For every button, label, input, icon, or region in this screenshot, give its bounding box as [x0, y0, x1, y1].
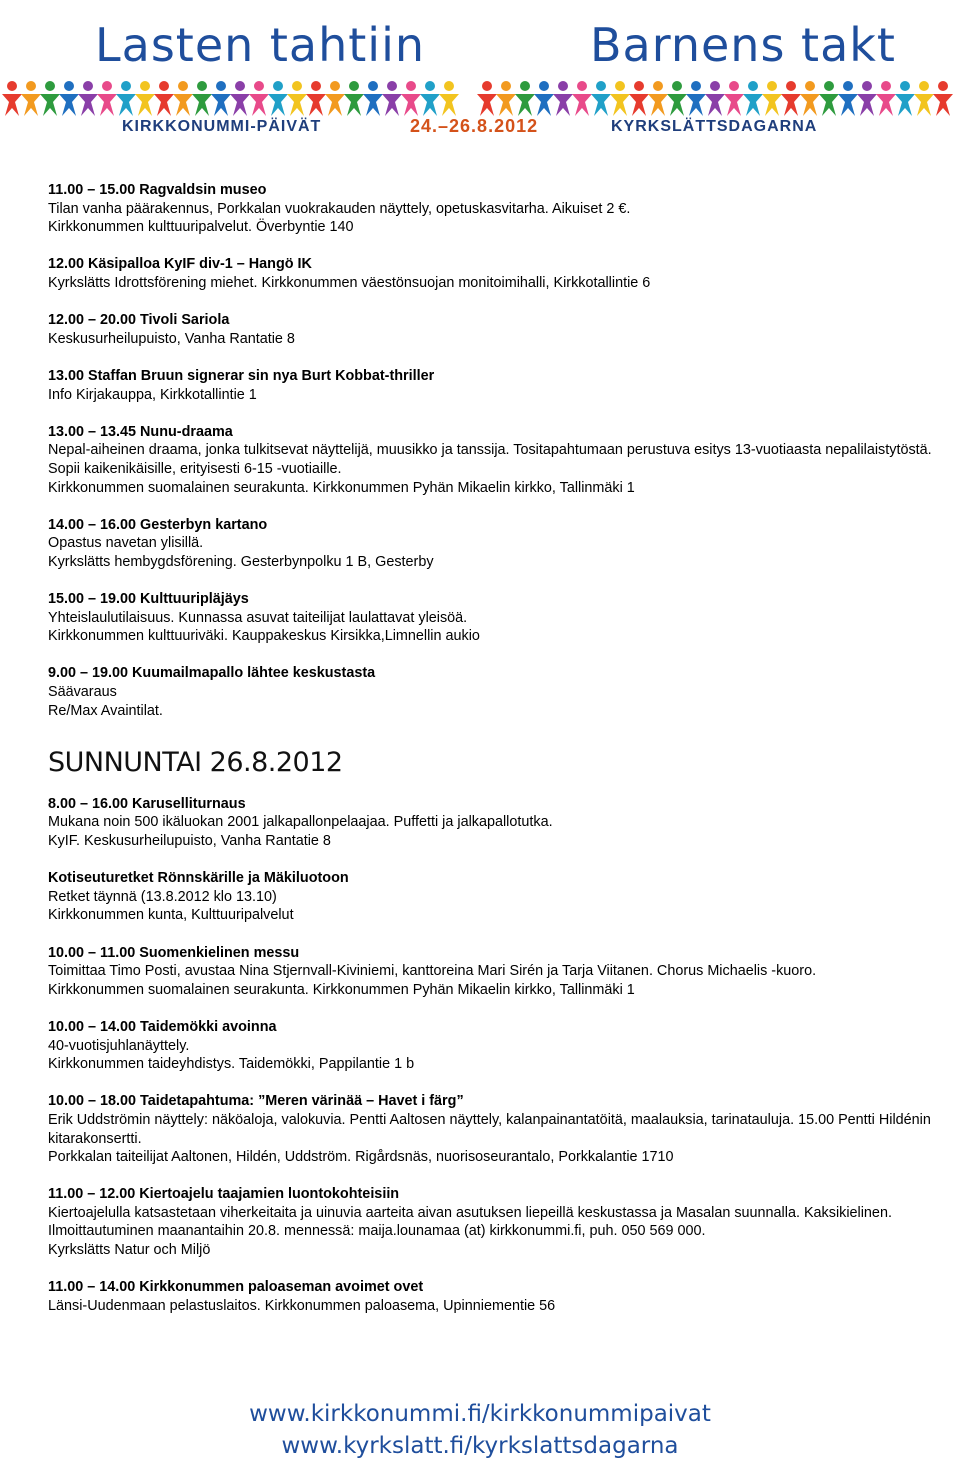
person-figure-body	[800, 94, 820, 116]
person-figure-head	[330, 81, 340, 91]
person-figure-body	[724, 94, 744, 116]
person-figure-head	[425, 81, 435, 91]
person-figure-body	[306, 94, 326, 116]
person-figure-body	[686, 94, 706, 116]
event-item	[48, 181, 938, 237]
event-title: 11.00 – 12.00 Kiertoajelu taajamien luontokohteisiin	[48, 1186, 400, 1203]
person-figure-body	[819, 94, 839, 116]
footer-links	[0, 1398, 960, 1462]
person-figure-body	[553, 94, 573, 116]
person-figure-head	[254, 81, 264, 91]
person-figure-head	[520, 81, 530, 91]
event-title: 9.00 – 19.00 Kuumailmapallo lähtee keskustasta	[48, 665, 376, 682]
person-figure-body	[667, 94, 687, 116]
person-figure-head	[406, 81, 416, 91]
person-figure-head	[824, 81, 834, 91]
event-item	[48, 1278, 938, 1315]
person-figure-head	[539, 81, 549, 91]
event-title: 15.00 – 19.00 Kulttuuripläjäys	[48, 591, 249, 608]
person-figure-body	[249, 94, 269, 116]
person-figure-head	[767, 81, 777, 91]
person-figure-body	[59, 94, 79, 116]
person-figure-head	[615, 81, 625, 91]
event-dates: 24.–26.8.2012	[410, 116, 539, 136]
person-figure-head	[102, 81, 112, 91]
event-detail: Nepal-aiheinen draama, jonka tulkitsevat näyttelijä, muusikko ja tanssija. Tositapahtumaan perustuva esitys 13-vuotiaasta nepalilaistytöstä. Sopii kaikenikäisille, erityisesti 6-15 -vuotiaille.	[48, 442, 932, 477]
event-title: 13.00 – 13.45 Nunu-draama	[48, 423, 233, 440]
event-detail: Tilan vanha päärakennus, Porkkalan vuokrakauden näyttely, opetuskasvitarha. Aikuiset 2 €.	[48, 200, 631, 217]
person-figure-head	[197, 81, 207, 91]
person-figure-head	[216, 81, 226, 91]
person-figure-body	[762, 94, 782, 116]
person-figure-body	[705, 94, 725, 116]
event-detail: Kyrkslätts Idrottsförening miehet. Kirkkonummen väestönsuojan monitoimihalli, Kirkkotallintie 6	[48, 274, 651, 291]
person-figure-body	[420, 94, 440, 116]
person-figure-head	[235, 81, 245, 91]
person-figure-body	[173, 94, 193, 116]
event-detail: Kyrkslätts Natur och Miljö	[48, 1242, 211, 1259]
person-figure-head	[387, 81, 397, 91]
event-item	[48, 1018, 938, 1074]
event-detail: Länsi-Uudenmaan pelastuslaitos. Kirkkonummen paloasema, Upinniementie 56	[48, 1297, 556, 1314]
person-figure-head	[311, 81, 321, 91]
event-title: 10.00 – 11.00 Suomenkielinen messu	[48, 944, 300, 961]
person-figure-head	[159, 81, 169, 91]
event-item	[48, 869, 938, 925]
person-figure-head	[64, 81, 74, 91]
event-detail: Kyrkslätts hembygdsförening. Gesterbynpolku 1 B, Gesterby	[48, 553, 434, 570]
sunday-heading: SUNNUNTAI 26.8.2012	[48, 747, 343, 779]
person-figure-body	[154, 94, 174, 116]
event-detail: Mukana noin 500 ikäluokan 2001 jalkapallonpelaajaa. Puffetti ja jalkapallotutka.	[48, 814, 553, 831]
event-title: 10.00 – 14.00 Taidemökki avoinna	[48, 1018, 277, 1035]
event-detail: KyIF. Keskusurheilupuisto, Vanha Rantatie 8	[48, 833, 331, 849]
person-figure-body	[135, 94, 155, 116]
person-figure-body	[401, 94, 421, 116]
event-detail: Kirkkonummen kunta, Kulttuuripalvelut	[48, 907, 294, 924]
event-item	[48, 664, 938, 720]
person-figure-head	[691, 81, 701, 91]
person-figure-body	[610, 94, 630, 116]
person-figure-body	[591, 94, 611, 116]
person-figure-head	[862, 81, 872, 91]
event-detail: Kirkkonummen taideyhdistys. Taidemökki, Pappilantie 1 b	[48, 1056, 415, 1073]
event-item	[48, 516, 938, 572]
person-figure-body	[21, 94, 41, 116]
person-figure-body	[325, 94, 345, 116]
person-figure-head	[805, 81, 815, 91]
sunday-events	[48, 795, 938, 1316]
event-item	[48, 795, 938, 851]
event-detail: Erik Uddströmin näyttely: näköaloja, valokuvia. Pentti Aaltosen näyttely, kalanpainantatöitä, maalauksia, tarinatauluja. 15.00 Pentti Hildénin kitarakonsertti.	[48, 1111, 931, 1147]
event-detail: Yhteislaulutilaisuus. Kunnassa asuvat taiteilijat laulattavat yleisöä.	[48, 609, 468, 626]
saturday-events	[48, 181, 938, 720]
person-figure-body	[2, 94, 22, 116]
person-figure-body	[40, 94, 60, 116]
event-detail: Kirkkonummen kulttuuripalvelut. Överbyntie 140	[48, 219, 354, 236]
person-figure-head	[140, 81, 150, 91]
person-figure-body	[230, 94, 250, 116]
event-title: 12.00 – 20.00 Tivoli Sariola	[48, 312, 230, 329]
event-detail: Kirkkonummen kulttuuriväki. Kauppakeskus Kirsikka,Limnellin aukio	[48, 628, 480, 645]
person-figure-body	[344, 94, 364, 116]
person-figure-head	[710, 81, 720, 91]
person-figure-head	[786, 81, 796, 91]
event-detail: Toimittaa Timo Posti, avustaa Nina Stjernvall-Kiviniemi, kanttoreina Mari Sirén ja Tarja Viitanen. Chorus Michaelis -kuoro.	[48, 963, 817, 980]
footer-link-swedish[interactable]: www.kyrkslatt.fi/kyrkslattsdagarna	[281, 1433, 679, 1459]
event-detail: Retket täynnä (13.8.2012 klo 13.10)	[48, 888, 277, 905]
event-title: 10.00 – 18.00 Taidetapahtuma: ”Meren värinää – Havet i färg”	[48, 1093, 464, 1110]
person-figure-body	[78, 94, 98, 116]
person-figure-head	[843, 81, 853, 91]
event-detail: 40-vuotisjuhlanäyttely.	[48, 1037, 190, 1054]
event-title: Kotiseuturetket Rönnskärille ja Mäkiluotoon	[48, 870, 349, 887]
person-figure-body	[496, 94, 516, 116]
event-title: 12.00 Käsipalloa KyIF div-1 – Hangö IK	[48, 256, 312, 273]
person-figure-head	[919, 81, 929, 91]
person-figure-head	[121, 81, 131, 91]
person-figure-head	[45, 81, 55, 91]
person-figure-head	[938, 81, 948, 91]
person-figure-head	[729, 81, 739, 91]
event-title: 14.00 – 16.00 Gesterbyn kartano	[48, 516, 268, 533]
person-figure-body	[781, 94, 801, 116]
person-figure-body	[477, 94, 497, 116]
event-title: 13.00 Staffan Bruun signerar sin nya Burt Kobbat-thriller	[48, 367, 435, 384]
subtitle-finnish: KIRKKONUMMI-PÄIVÄT	[122, 118, 322, 135]
person-figure-head	[634, 81, 644, 91]
title-swedish: Barnens takt	[590, 18, 896, 72]
person-figure-head	[558, 81, 568, 91]
person-figure-head	[482, 81, 492, 91]
person-figure-head	[273, 81, 283, 91]
person-figure-body	[914, 94, 934, 116]
person-figure-body	[876, 94, 896, 116]
event-detail: Info Kirjakauppa, Kirkkotallintie 1	[48, 386, 257, 403]
person-figure-body	[515, 94, 535, 116]
event-item	[48, 944, 938, 1000]
person-figure-head	[672, 81, 682, 91]
event-item	[48, 590, 938, 646]
event-detail: Kiertoajelulla katsastetaan viherkeitaita ja uinuvia aarteita aivan asutuksen liepeillä keskustassa ja Masalan suunnalla. Kaksikielinen. Ilmoittautuminen maanantaihin 20.8. mennessä: maija.lounamaa (at) kirkkonummi.fi, puh. 050 569 000.	[48, 1204, 892, 1240]
person-figure-head	[349, 81, 359, 91]
person-figure-head	[881, 81, 891, 91]
event-item	[48, 1092, 938, 1166]
person-figure-body	[933, 94, 953, 116]
person-figure-body	[743, 94, 763, 116]
event-item	[48, 423, 938, 497]
title-finnish: Lasten tahtiin	[95, 18, 426, 72]
person-figure-head	[83, 81, 93, 91]
person-figure-body	[629, 94, 649, 116]
person-figure-body	[192, 94, 212, 116]
event-detail: Opastus navetan ylisillä.	[48, 535, 204, 552]
person-figure-head	[292, 81, 302, 91]
event-title: 8.00 – 16.00 Karuselliturnaus	[48, 795, 246, 812]
event-item	[48, 255, 938, 292]
person-figure-head	[368, 81, 378, 91]
person-figure-body	[211, 94, 231, 116]
event-detail: Kirkkonummen suomalainen seurakunta. Kirkkonummen Pyhän Mikaelin kirkko, Tallinmäki 1	[48, 479, 635, 496]
event-detail: Re/Max Avaintilat.	[48, 702, 163, 719]
person-figure-body	[534, 94, 554, 116]
person-figure-body	[857, 94, 877, 116]
person-figure-head	[596, 81, 606, 91]
person-figure-body	[363, 94, 383, 116]
person-figure-head	[444, 81, 454, 91]
event-title: 11.00 – 14.00 Kirkkonummen paloaseman avoimet ovet	[48, 1279, 424, 1296]
person-figure-head	[501, 81, 511, 91]
person-figure-body	[268, 94, 288, 116]
person-figure-head	[577, 81, 587, 91]
event-detail: Säävaraus	[48, 684, 117, 701]
event-detail: Kirkkonummen suomalainen seurakunta. Kirkkonummen Pyhän Mikaelin kirkko, Tallinmäki 1	[48, 981, 635, 998]
event-item	[48, 311, 938, 348]
person-figure-head	[748, 81, 758, 91]
people-chain-illustration	[0, 78, 960, 118]
event-title: 11.00 – 15.00 Ragvaldsin museo	[48, 182, 267, 198]
event-item	[48, 367, 938, 404]
event-item	[48, 1185, 938, 1259]
footer-link-finnish[interactable]: www.kirkkonummi.fi/kirkkonummipaivat	[249, 1401, 711, 1427]
person-figure-head	[7, 81, 17, 91]
page-header	[0, 0, 960, 150]
person-figure-body	[97, 94, 117, 116]
person-figure-body	[648, 94, 668, 116]
person-figure-head	[178, 81, 188, 91]
person-figure-body	[287, 94, 307, 116]
person-figure-body	[838, 94, 858, 116]
person-figure-head	[26, 81, 36, 91]
person-figure-body	[382, 94, 402, 116]
event-detail: Keskusurheilupuisto, Vanha Rantatie 8	[48, 330, 295, 347]
person-figure-body	[439, 94, 459, 116]
program-content	[48, 181, 938, 1334]
person-figure-head	[653, 81, 663, 91]
person-figure-head	[900, 81, 910, 91]
event-detail: Porkkalan taiteilijat Aaltonen, Hildén, Uddström. Rigårdsnäs, nuorisoseurantalo, Porkkalantie 1710	[48, 1149, 674, 1166]
person-figure-body	[895, 94, 915, 116]
person-figure-body	[116, 94, 136, 116]
person-figure-body	[572, 94, 592, 116]
subtitle-swedish: KYRKSLÄTTSDAGARNA	[611, 118, 818, 135]
